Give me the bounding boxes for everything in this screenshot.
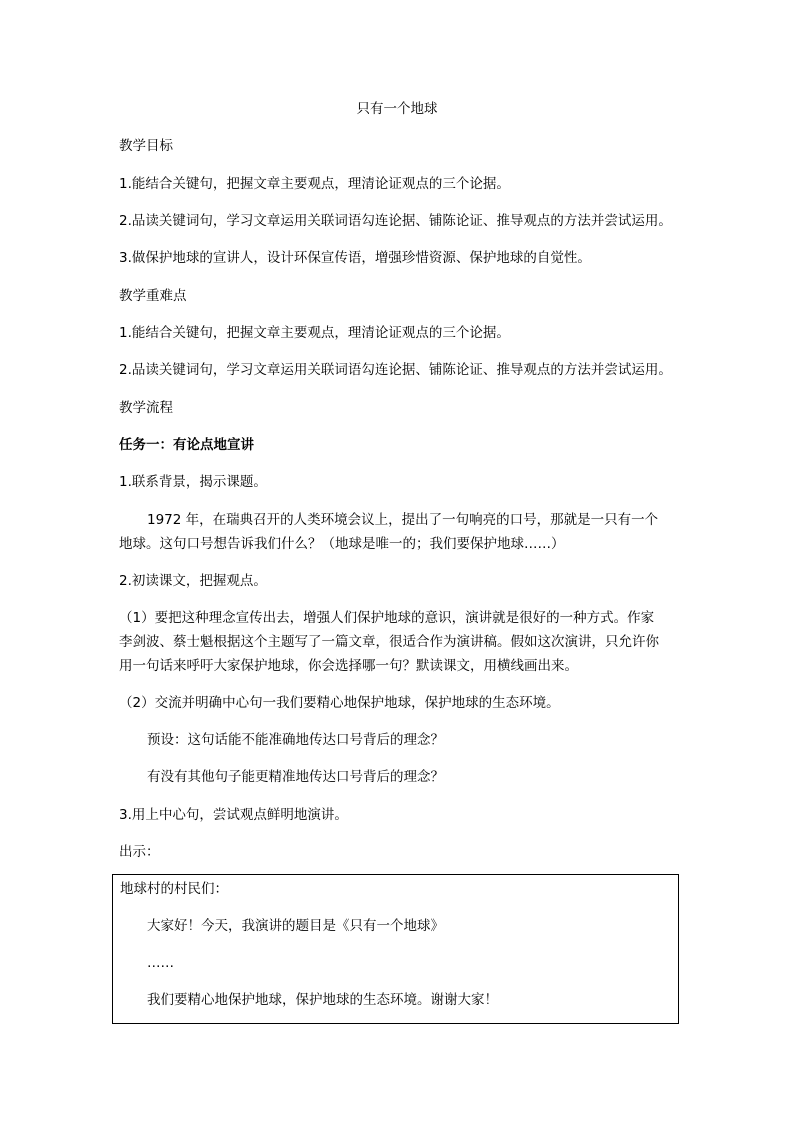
- speech-box: [112, 874, 679, 1024]
- goal-item-3: 3.做保护地球的宣讲人，设计环保宣传语，增强珍惜资源、保护地球的自觉性。: [119, 250, 591, 266]
- show-label: 出示：: [119, 844, 160, 860]
- step2-item1-line1: （1）要把这种理念宣传出去，增强人们保护地球的意识，演讲就是很好的一种方式。作家: [119, 610, 655, 626]
- key-points-heading: 教学重难点: [119, 288, 187, 304]
- speech-opening: 大家好！今天，我演讲的题目是《只有一个地球》: [147, 918, 444, 934]
- task1-heading: 任务一：有论点地宣讲: [119, 437, 254, 453]
- document-title: 只有一个地球: [356, 101, 438, 117]
- question-text: 有没有其他句子能更精准地传达口号背后的理念？: [147, 769, 444, 785]
- speech-greeting: 地球村的村民们：: [120, 881, 228, 897]
- process-heading: 教学流程: [119, 400, 173, 416]
- goal-item-2: 2.品读关键词句，学习文章运用关联词语勾连论据、铺陈论证、推导观点的方法并尝试运用。: [119, 213, 672, 229]
- key-point-item-2: 2.品读关键词句，学习文章运用关联词语勾连论据、铺陈论证、推导观点的方法并尝试运用。: [119, 362, 672, 378]
- key-point-item-1: 1.能结合关键句，把握文章主要观点，理清论证观点的三个论据。: [119, 325, 510, 341]
- speech-ellipsis: ……: [147, 955, 174, 971]
- goals-heading: 教学目标: [119, 138, 173, 154]
- step1-paragraph-line2: 地球。这句口号想告诉我们什么？（地球是唯一的；我们要保护地球……）: [119, 536, 565, 552]
- step2-item1-line3: 用一句话来呼吁大家保护地球，你会选择哪一句？默读课文，用横线画出来。: [119, 658, 578, 674]
- step2-item1-line2: 李剑波、蔡士魁根据这个主题写了一篇文章，很适合作为演讲稿。假如这次演讲，只允许你: [119, 634, 659, 650]
- step3-text: 3.用上中心句，尝试观点鲜明地演讲。: [119, 807, 348, 823]
- preset-text: 预设：这句话能不能准确地传达口号背后的理念？: [147, 732, 444, 748]
- step2-item2: （2）交流并明确中心句一我们要精心地保护地球，保护地球的生态环境。: [119, 695, 560, 711]
- step1-paragraph-line1: 1972 年，在瑞典召开的人类环境会议上，提出了一句响亮的口号，那就是一只有一个: [147, 512, 659, 528]
- step1-text: 1.联系背景，揭示课题。: [119, 474, 267, 490]
- goal-item-1: 1.能结合关键句，把握文章主要观点，理清论证观点的三个论据。: [119, 176, 510, 192]
- speech-closing: 我们要精心地保护地球，保护地球的生态环境。谢谢大家！: [147, 992, 498, 1008]
- step2-text: 2.初读课文，把握观点。: [119, 573, 267, 589]
